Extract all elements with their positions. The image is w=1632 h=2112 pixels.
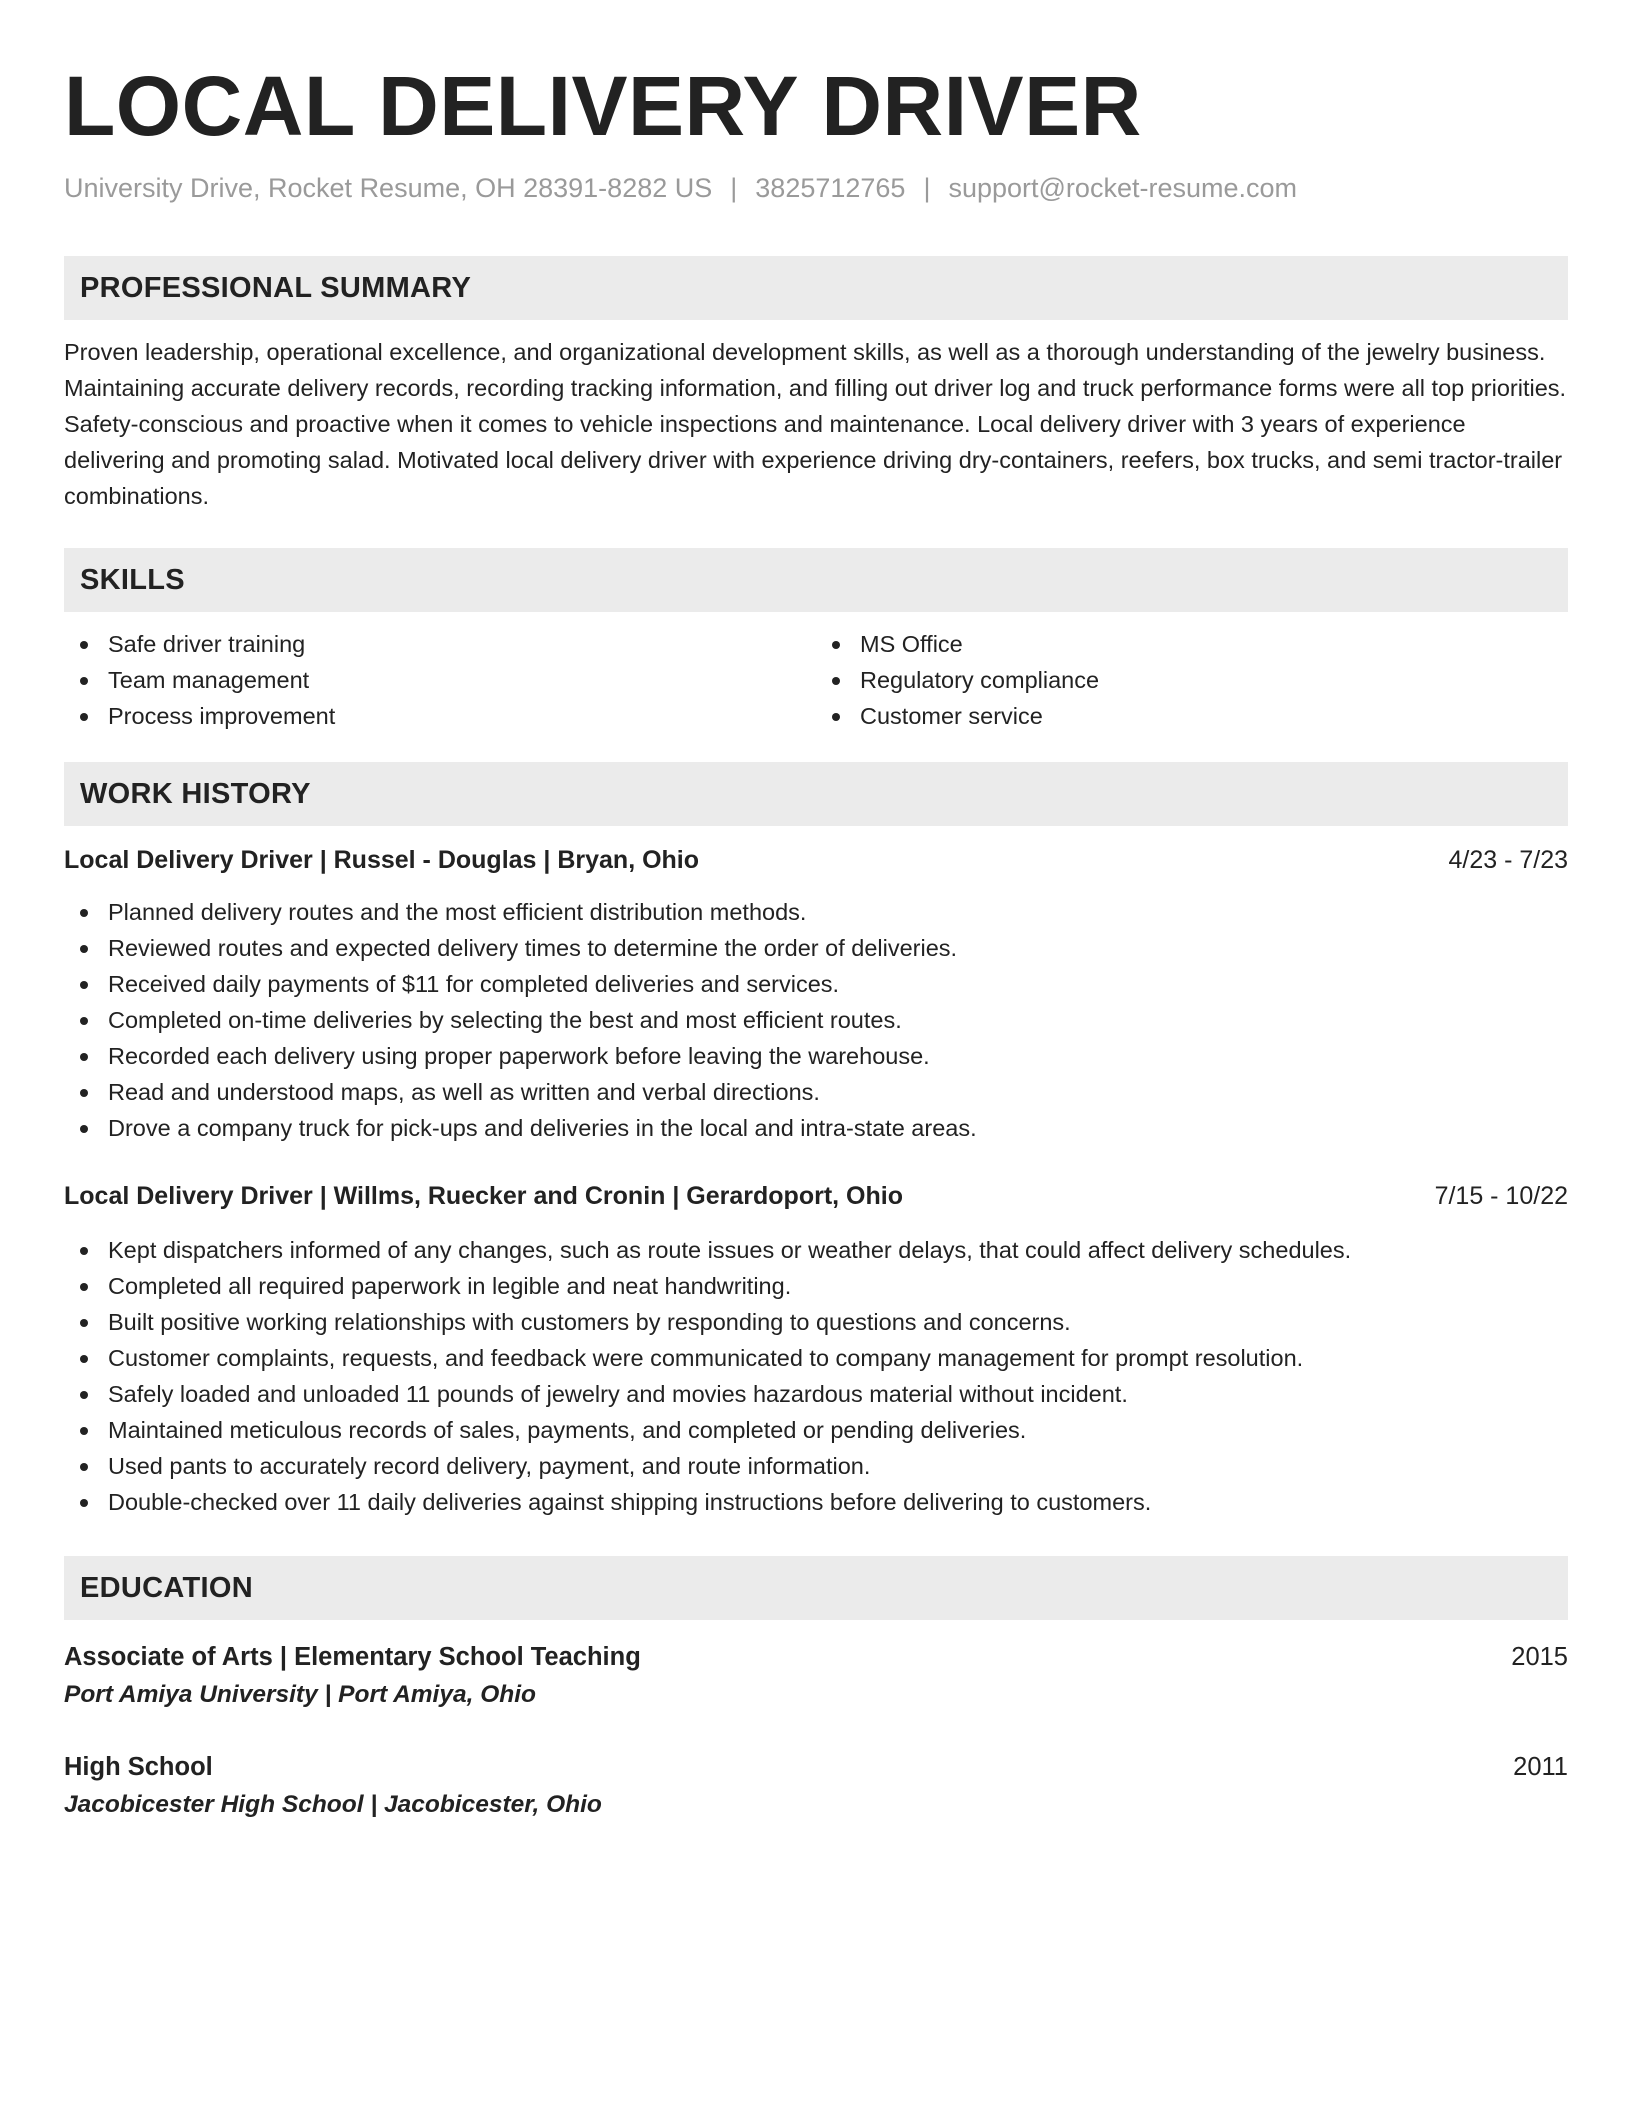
contact-phone: 3825712765 — [755, 173, 906, 203]
job-bullet: Reviewed routes and expected delivery times to determine the order of deliveries. — [64, 930, 1568, 966]
job-header — [64, 1178, 1568, 1214]
job-bullet: Recorded each delivery using proper paperwork before leaving the warehouse. — [64, 1038, 1568, 1074]
job-bullets — [64, 1232, 1568, 1520]
job-bullet: Read and understood maps, as well as written and verbal directions. — [64, 1074, 1568, 1110]
summary-text: Proven leadership, operational excellence, and organizational development skills, as well as a thorough understanding of the jewelry business. Maintaining accurate delivery records, recording tracking information, and filling out driver log and truck performance forms were all top priorities. Safety-conscious and proactive when it comes to vehicle inspections and maintenance. Local delivery driver with 3 years of experience delivering and promoting salad. Motivated local delivery driver with experience driving dry-containers, reefers, box trucks, and semi tractor-trailer combinations. — [64, 339, 1567, 509]
contact-email: support@rocket-resume.com — [948, 173, 1297, 203]
education-header — [64, 1638, 1568, 1676]
contact-line — [64, 170, 1568, 206]
job-bullet: Safely loaded and unloaded 11 pounds of jewelry and movies hazardous material without incident. — [64, 1376, 1568, 1412]
job-bullet: Built positive working relationships with customers by responding to questions and concerns. — [64, 1304, 1568, 1340]
job-bullet: Kept dispatchers informed of any changes, such as route issues or weather delays, that could affect delivery schedules. — [64, 1232, 1568, 1268]
section-header-summary: PROFESSIONAL SUMMARY — [64, 256, 1568, 320]
section-header-education: EDUCATION — [64, 1556, 1568, 1620]
job-title: Local Delivery Driver | Willms, Ruecker and Cronin | Gerardoport, Ohio — [64, 1182, 903, 1210]
education-degree: High School — [64, 1753, 213, 1781]
education-degree: Associate of Arts | Elementary School Teaching — [64, 1643, 641, 1671]
skill-item: Regulatory compliance — [816, 662, 1568, 698]
job-bullet: Completed all required paperwork in legible and neat handwriting. — [64, 1268, 1568, 1304]
job-dates: 4/23 - 7/23 — [1448, 846, 1568, 874]
job-bullet: Used pants to accurately record delivery, payment, and route information. — [64, 1448, 1568, 1484]
education-school: Port Amiya University | Port Amiya, Ohio — [64, 1681, 537, 1708]
contact-address: University Drive, Rocket Resume, OH 28391-8282 US — [64, 173, 713, 203]
job-title: Local Delivery Driver | Russel - Douglas | Bryan, Ohio — [64, 846, 700, 874]
job-bullet: Double-checked over 11 daily deliveries against shipping instructions before delivering to customers. — [64, 1484, 1568, 1520]
education-entry — [64, 1748, 1568, 1824]
contact-separator: | — [730, 173, 738, 203]
job-bullet: Completed on-time deliveries by selecting the best and most efficient routes. — [64, 1002, 1568, 1038]
education-header — [64, 1748, 1568, 1786]
education-entry — [64, 1638, 1568, 1714]
skill-item: Process improvement — [64, 698, 816, 734]
skills-column-left — [64, 626, 816, 734]
contact-separator: | — [923, 173, 931, 203]
skills-column-right — [816, 626, 1568, 734]
section-header-skills: SKILLS — [64, 548, 1568, 612]
resume-name: LOCAL DELIVERY DRIVER — [64, 59, 1142, 153]
skill-item: Customer service — [816, 698, 1568, 734]
skill-item: Safe driver training — [64, 626, 816, 662]
education-school: Jacobicester High School | Jacobicester, Ohio — [64, 1791, 602, 1818]
education-year: 2011 — [1513, 1753, 1568, 1781]
job-header — [64, 842, 1568, 878]
job-dates: 7/15 - 10/22 — [1434, 1182, 1568, 1210]
job-entry — [64, 842, 1568, 1146]
job-bullets — [64, 894, 1568, 1146]
job-bullet: Customer complaints, requests, and feedback were communicated to company management for prompt resolution. — [64, 1340, 1568, 1376]
section-header-work: WORK HISTORY — [64, 762, 1568, 826]
skills-list — [64, 626, 1568, 734]
job-bullet: Planned delivery routes and the most efficient distribution methods. — [64, 894, 1568, 930]
skill-item: MS Office — [816, 626, 1568, 662]
job-bullet: Drove a company truck for pick-ups and deliveries in the local and intra-state areas. — [64, 1110, 1568, 1146]
skill-item: Team management — [64, 662, 816, 698]
education-year: 2015 — [1511, 1643, 1568, 1671]
job-bullet: Received daily payments of $11 for completed deliveries and services. — [64, 966, 1568, 1002]
job-entry — [64, 1178, 1568, 1520]
job-bullet: Maintained meticulous records of sales, payments, and completed or pending deliveries. — [64, 1412, 1568, 1448]
